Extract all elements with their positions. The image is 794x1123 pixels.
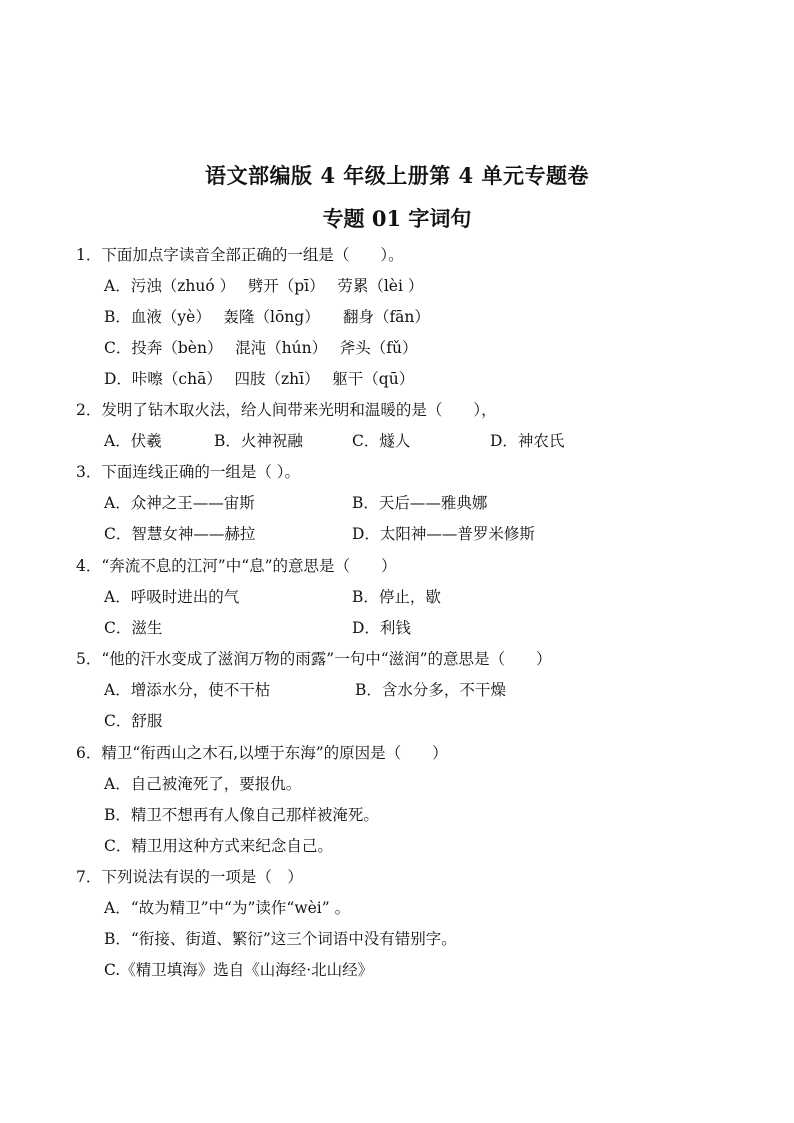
question-option: B．“衔接、街道、繁衍”这三个词语中没有错别字。: [104, 930, 457, 948]
question-stem: 7．下列说法有误的一项是（ ）: [76, 868, 303, 886]
question-option: A．污浊（zhuó ） 劈开（pī） 劳累（lèi ）: [104, 277, 424, 295]
question-stem: 5．“他的汗水变成了滋润万物的雨露”一句中“滋润”的意思是（ ）: [76, 650, 552, 668]
question-option: C．精卫用这种方式来纪念自己。: [104, 837, 333, 855]
question-option: D．太阳神——普罗米修斯: [352, 525, 535, 543]
question-option: B．含水分多，不干燥: [355, 681, 506, 699]
question-option: A．呼吸时进出的气: [104, 588, 240, 606]
question-stem: 3．下面连线正确的一组是（ ）。: [76, 463, 301, 481]
question-option: C．滋生: [104, 619, 163, 637]
question-stem: 4．“奔流不息的江河”中“息”的意思是（ ）: [76, 557, 397, 575]
question-option: B．天后——雅典娜: [352, 494, 488, 512]
question-option: A．众神之王——宙斯: [104, 494, 255, 512]
question-stem: 1．下面加点字读音全部正确的一组是（ ）。: [76, 246, 404, 264]
question-option: C．智慧女神——赫拉: [104, 525, 256, 543]
question-option: A．自己被淹死了，要报仇。: [104, 775, 302, 793]
document-title: 语文部编版 4 年级上册第 4 单元专题卷: [205, 163, 589, 188]
question-option: B．血液（yè） 轰隆（lōng） 翻身（fān）: [104, 308, 430, 326]
question-option: B．停止，歇: [352, 588, 441, 606]
question-option: C．燧人: [352, 432, 411, 450]
question-stem: 2．发明了钻木取火法，给人间带来光明和温暖的是（ ），: [76, 401, 497, 419]
question-option: A．“故为精卫”中“为”读作“wèi” 。: [104, 899, 351, 917]
question-option: A．伏羲: [104, 432, 162, 450]
question-option: D．咔嚓（chā） 四肢（zhī） 躯干（qū）: [104, 370, 415, 388]
question-option: D．神农氏: [490, 432, 565, 450]
question-option: B．火神祝融: [214, 432, 303, 450]
question-option: B．精卫不想再有人像自己那样被淹死。: [104, 806, 379, 824]
question-stem: 6．精卫“衔西山之木石,以堙于东海”的原因是（ ）: [76, 744, 448, 762]
document-subtitle: 专题 01 字词句: [322, 206, 472, 231]
question-option: C.《精卫填海》选自《山海经·北山经》: [104, 961, 374, 979]
question-option: D．利钱: [352, 619, 411, 637]
question-option: A．增添水分，使不干枯: [104, 681, 271, 699]
question-option: C．投奔（bèn） 混沌（hún） 斧头（fǔ）: [104, 339, 418, 357]
question-option: C．舒服: [104, 712, 163, 730]
